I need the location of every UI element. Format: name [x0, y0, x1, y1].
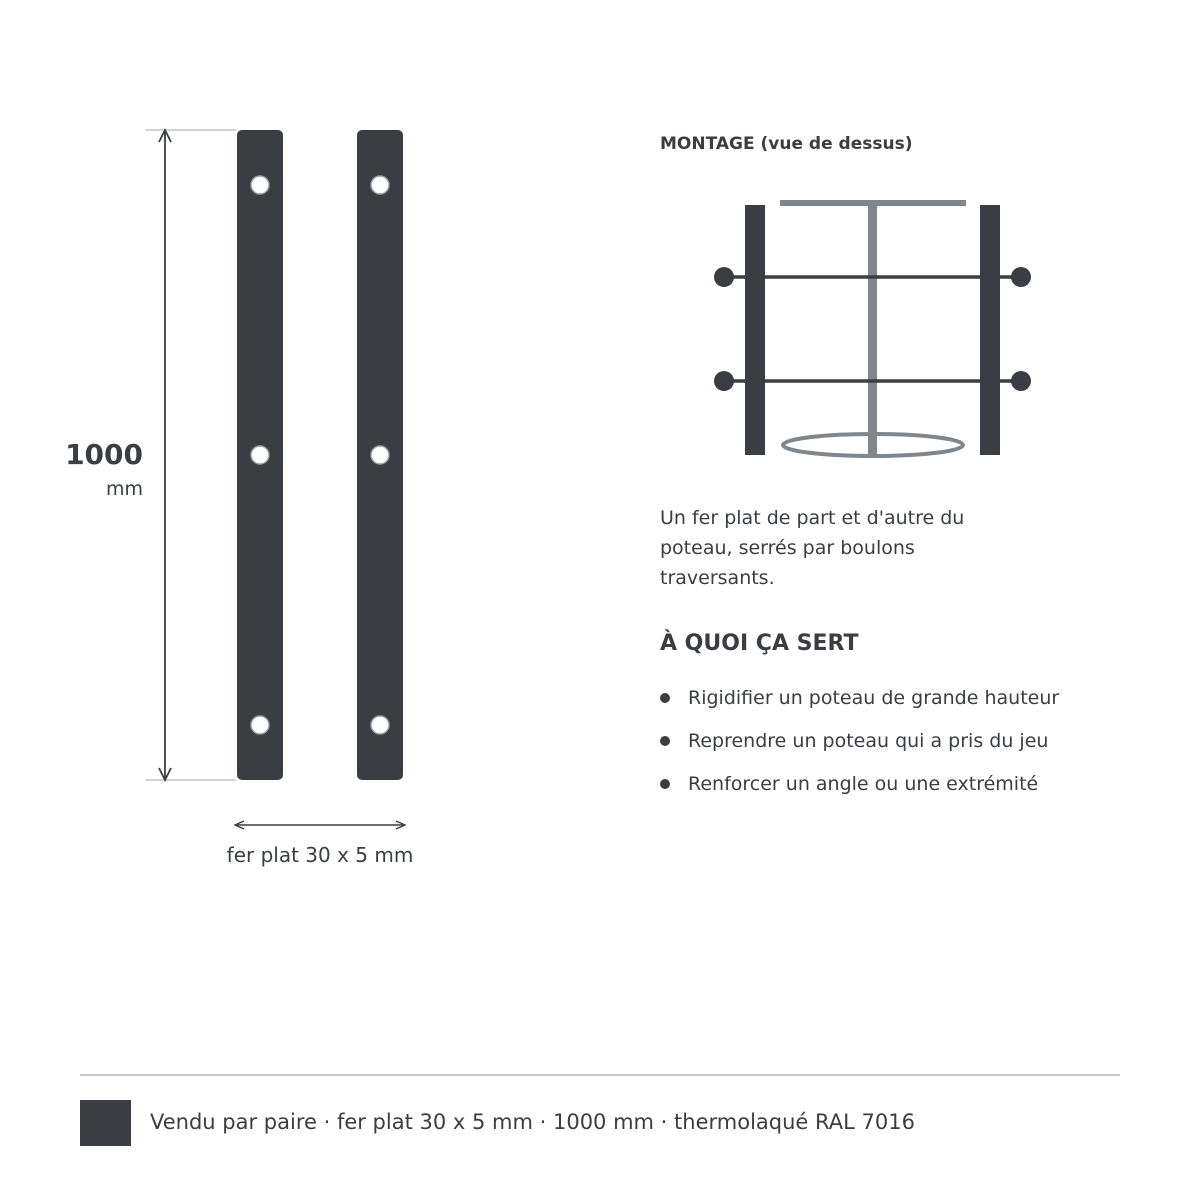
width-label: fer plat 30 x 5 mm — [226, 843, 414, 867]
bullet-icon — [660, 693, 670, 703]
montage-top-view-diagram — [700, 190, 1050, 470]
list-item-label: Rigidifier un poteau de grande hauteur — [688, 687, 1060, 709]
footer-divider — [80, 1074, 1120, 1076]
montage-title: MONTAGE (vue de dessus) — [660, 134, 913, 154]
list-item — [660, 770, 1059, 813]
footer-summary: Vendu par paire · fer plat 30 x 5 mm · 1000 mm · thermolaqué RAL 7016 — [150, 1110, 915, 1134]
bolt-hole — [371, 446, 389, 464]
post-shape — [780, 200, 966, 456]
flat-bar-left — [237, 130, 283, 780]
height-unit: mm — [105, 478, 143, 500]
width-dimension-arrow — [235, 821, 405, 829]
height-dimension-arrow — [159, 130, 171, 780]
uses-heading: À QUOI ÇA SERT — [660, 631, 859, 656]
bolt-hole — [251, 716, 269, 734]
flat-bar-section-left — [745, 205, 765, 455]
montage-description: Un fer plat de part et d'autre du poteau, serrés par boulons traversants. — [660, 507, 965, 589]
bullet-icon — [660, 736, 670, 746]
color-swatch — [80, 1100, 131, 1146]
list-item-label: Renforcer un angle ou une extrémité — [688, 773, 1039, 795]
list-item — [660, 684, 1059, 727]
list-item-label: Reprendre un poteau qui a pris du jeu — [688, 730, 1049, 752]
list-item — [660, 727, 1059, 770]
height-value: 1000 — [65, 438, 143, 471]
bolt-hole — [371, 716, 389, 734]
bolt-hole — [371, 176, 389, 194]
uses-list — [660, 684, 1059, 813]
bolt-hole — [251, 446, 269, 464]
flat-bar-right — [357, 130, 403, 780]
bullet-icon — [660, 779, 670, 789]
bolt-hole — [251, 176, 269, 194]
flat-bar-section-right — [980, 205, 1000, 455]
